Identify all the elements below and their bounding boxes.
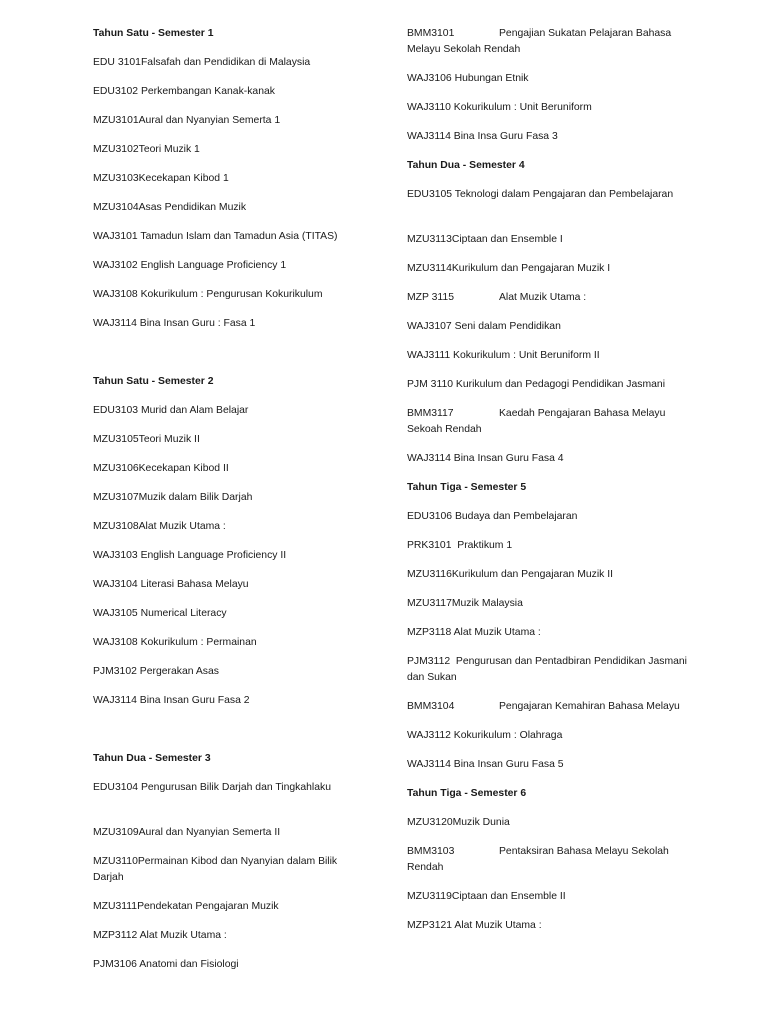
left-column: [93, 26, 363, 973]
course-title: Alat Muzik Utama :: [139, 930, 227, 941]
course-title: Anatomi dan Fisiologi: [139, 959, 239, 970]
course-code: MZU3117: [407, 598, 452, 609]
course-entry: [93, 55, 363, 71]
course-entry: [407, 261, 697, 277]
course-entry: [407, 757, 697, 773]
course-code: WAJ3106: [407, 73, 452, 84]
course-title: Budaya dan Pembelajaran: [454, 511, 578, 522]
semester-heading-text: Tahun Dua - Semester 3: [93, 753, 211, 764]
semester-heading: [93, 374, 363, 390]
course-title: Kurikulum dan Pengajaran Muzik I: [451, 263, 611, 274]
course-title: Kaedah Pengajaran Bahasa Melayu Sekoah Rendah: [407, 408, 666, 435]
course-code: MZP3121: [407, 920, 453, 931]
right-column: [407, 26, 697, 934]
course-code: MZU3120: [407, 817, 453, 828]
course-entry: [407, 844, 697, 876]
course-entry: [407, 71, 697, 87]
course-code: MZU3113: [407, 234, 452, 245]
semester-heading-text: Tahun Tiga - Semester 5: [407, 482, 527, 493]
course-entry: [93, 928, 363, 944]
course-code: MZU3111: [93, 901, 138, 912]
course-entry: [93, 519, 363, 535]
course-code: PJM3112: [407, 656, 451, 667]
course-title: Kecekapan Kibod II: [138, 463, 229, 474]
semester-heading: [407, 158, 697, 174]
course-title: Seni dalam Pendidikan: [454, 321, 561, 332]
semester-heading-text: Tahun Satu - Semester 2: [93, 376, 214, 387]
course-entry: [93, 899, 363, 915]
course-code: MZU3116: [407, 569, 452, 580]
course-title: Alat Muzik Utama :: [499, 292, 587, 303]
course-entry: [407, 918, 697, 934]
semester-heading-text: Tahun Satu - Semester 1: [93, 28, 214, 39]
course-entry: [93, 84, 363, 100]
course-title: Kokurikulum : Pengurusan Kokurikulum: [140, 289, 323, 300]
course-entry: [407, 290, 697, 306]
course-title: Perkembangan Kanak-kanak: [140, 86, 275, 97]
course-title: Alat Muzik Utama :: [453, 627, 541, 638]
course-title: Praktikum 1: [457, 540, 513, 551]
course-entry: [93, 693, 363, 709]
course-code: MZU3108: [93, 521, 139, 532]
course-title: Pengurusan Bilik Darjah dan Tingkahlaku: [140, 782, 331, 793]
course-title: Asas Pendidikan Muzik: [138, 202, 247, 213]
course-title: Pentaksiran Bahasa Melayu Sekolah Rendah: [407, 846, 669, 873]
semester-heading-text: Tahun Tiga - Semester 6: [407, 788, 527, 799]
course-code: EDU3105: [407, 189, 453, 200]
course-title: Teori Muzik II: [138, 434, 200, 445]
course-title: Hubungan Etnik: [454, 73, 529, 84]
course-entry: [93, 957, 363, 973]
course-code: WAJ3110: [407, 102, 451, 113]
course-code: MZU3110: [93, 856, 138, 867]
semester-heading: [93, 751, 363, 767]
course-code: MZP3112: [93, 930, 138, 941]
course-entry: [93, 780, 363, 796]
course-title: English Language Proficiency 1: [140, 260, 287, 271]
course-entry: [407, 596, 697, 612]
course-entry: [93, 200, 363, 216]
course-title: Numerical Literacy: [140, 608, 227, 619]
course-entry: [407, 406, 697, 438]
course-code: EDU3102: [93, 86, 139, 97]
course-code: MZU3109: [93, 827, 139, 838]
course-entry: [407, 451, 697, 467]
semester-heading: [93, 26, 363, 42]
course-code: BMM3101: [407, 28, 455, 39]
course-entry: [93, 461, 363, 477]
course-entry: [93, 606, 363, 622]
course-code: WAJ3112: [407, 730, 451, 741]
course-entry: [93, 113, 363, 129]
course-title: Permainan Kibod dan Nyanyian dalam Bilik Darjah: [93, 856, 338, 883]
course-code: WAJ3107: [407, 321, 452, 332]
course-title: Falsafah dan Pendidikan di Malaysia: [140, 57, 311, 68]
course-title: Kecekapan Kibod 1: [138, 173, 229, 184]
course-title: Muzik Malaysia: [451, 598, 523, 609]
course-entry: [93, 490, 363, 506]
course-code: BMM3103: [407, 846, 455, 857]
course-entry: [93, 825, 363, 841]
course-title: Pengajaran Kemahiran Bahasa Melayu: [499, 701, 680, 712]
semester-heading: [407, 786, 697, 802]
course-entry: [407, 348, 697, 364]
course-code: MZU3107: [93, 492, 139, 503]
course-entry: [93, 548, 363, 564]
course-entry: [407, 699, 697, 715]
course-title: Bina Insan Guru Fasa 2: [139, 695, 250, 706]
course-title: Kurikulum dan Pengajaran Muzik II: [451, 569, 613, 580]
course-entry: [93, 258, 363, 274]
course-code: MZU3106: [93, 463, 139, 474]
course-title: Alat Muzik Utama :: [138, 521, 226, 532]
course-entry: [93, 403, 363, 419]
course-entry: [407, 728, 697, 744]
course-entry: [93, 577, 363, 593]
course-title: English Language Proficiency II: [140, 550, 287, 561]
course-code: MZU3114: [407, 263, 452, 274]
course-title: Kokurikulum : Unit Beruniform II: [453, 350, 600, 361]
course-code: PJM3106: [93, 959, 137, 970]
course-code: BMM3117: [407, 408, 454, 419]
course-title: Kokurikulum : Permainan: [140, 637, 257, 648]
course-title: Kurikulum dan Pedagogi Pendidikan Jasmani: [455, 379, 666, 390]
course-code: WAJ3108: [93, 637, 138, 648]
course-code: EDU3103: [93, 405, 139, 416]
course-code: EDU3104: [93, 782, 139, 793]
course-title: Aural dan Nyanyian Semerta 1: [138, 115, 281, 126]
course-code: EDU 3101: [93, 57, 141, 68]
course-code: WAJ3111: [407, 350, 451, 361]
course-code: WAJ3114: [407, 131, 451, 142]
course-entry: [407, 889, 697, 905]
course-code: PRK3101: [407, 540, 452, 551]
course-title: Murid dan Alam Belajar: [140, 405, 249, 416]
course-entry: [407, 538, 697, 554]
course-title: Pengajian Sukatan Pelajaran Bahasa Melayu Sekolah Rendah: [407, 28, 672, 55]
course-entry: [407, 625, 697, 641]
course-entry: [407, 654, 697, 686]
course-code: EDU3106: [407, 511, 453, 522]
course-code: MZU3102: [93, 144, 139, 155]
course-title: Ciptaan dan Ensemble II: [451, 891, 566, 902]
course-title: Tamadun Islam dan Tamadun Asia (TITAS): [140, 231, 338, 242]
course-title: Alat Muzik Utama :: [454, 920, 542, 931]
course-entry: [93, 635, 363, 651]
course-entry: [93, 664, 363, 680]
course-code: MZU3103: [93, 173, 139, 184]
course-title: Bina Insan Guru Fasa 5: [453, 759, 564, 770]
course-title: Pendekatan Pengajaran Muzik: [137, 901, 279, 912]
course-entry: [407, 129, 697, 145]
course-title: Bina Insan Guru : Fasa 1: [139, 318, 256, 329]
course-code: WAJ3101: [93, 231, 138, 242]
course-code: BMM3104: [407, 701, 455, 712]
course-title: Pengurusan dan Pentadbiran Pendidikan Jasmani dan Sukan: [407, 656, 687, 683]
course-entry: [93, 432, 363, 448]
course-title: Kokurikulum : Olahraga: [453, 730, 563, 741]
course-title: Aural dan Nyanyian Semerta II: [138, 827, 281, 838]
course-entry: [93, 316, 363, 332]
course-entry: [407, 509, 697, 525]
course-entry: [93, 287, 363, 303]
course-code: WAJ3114: [407, 453, 451, 464]
course-code: MZU3119: [407, 891, 452, 902]
course-entry: [407, 815, 697, 831]
course-title: Ciptaan dan Ensemble I: [451, 234, 563, 245]
course-entry: [407, 187, 707, 203]
course-code: MZP3118: [407, 627, 452, 638]
course-title: Muzik dalam Bilik Darjah: [138, 492, 253, 503]
course-title: Muzik Dunia: [452, 817, 510, 828]
course-code: MZU3104: [93, 202, 139, 213]
course-title: Bina Insan Guru Fasa 4: [453, 453, 564, 464]
course-code: PJM3102: [93, 666, 137, 677]
course-code: MZP 3115: [407, 292, 454, 303]
course-code: WAJ3103: [93, 550, 138, 561]
course-title: Teknologi dalam Pengajaran dan Pembelajaran: [454, 189, 674, 200]
course-entry: [407, 567, 697, 583]
course-code: WAJ3105: [93, 608, 138, 619]
course-title: Pergerakan Asas: [139, 666, 219, 677]
course-title: Teori Muzik 1: [138, 144, 200, 155]
course-entry: [407, 26, 697, 58]
course-code: WAJ3114: [93, 695, 137, 706]
course-entry: [407, 232, 697, 248]
course-entry: [407, 319, 697, 335]
course-title: Bina Insa Guru Fasa 3: [453, 131, 558, 142]
course-title: Kokurikulum : Unit Beruniform: [453, 102, 592, 113]
course-code: MZU3105: [93, 434, 139, 445]
course-entry: [407, 377, 697, 393]
course-title: Literasi Bahasa Melayu: [140, 579, 249, 590]
course-code: WAJ3114: [407, 759, 451, 770]
course-code: PJM 3110: [407, 379, 454, 390]
course-entry: [93, 229, 363, 245]
semester-heading: [407, 480, 697, 496]
course-entry: [93, 142, 363, 158]
course-entry: [93, 854, 363, 886]
course-entry: [93, 171, 363, 187]
course-code: WAJ3104: [93, 579, 138, 590]
semester-heading-text: Tahun Dua - Semester 4: [407, 160, 525, 171]
course-entry: [407, 100, 697, 116]
course-code: WAJ3114: [93, 318, 137, 329]
course-code: WAJ3108: [93, 289, 138, 300]
course-code: WAJ3102: [93, 260, 138, 271]
course-code: MZU3101: [93, 115, 139, 126]
